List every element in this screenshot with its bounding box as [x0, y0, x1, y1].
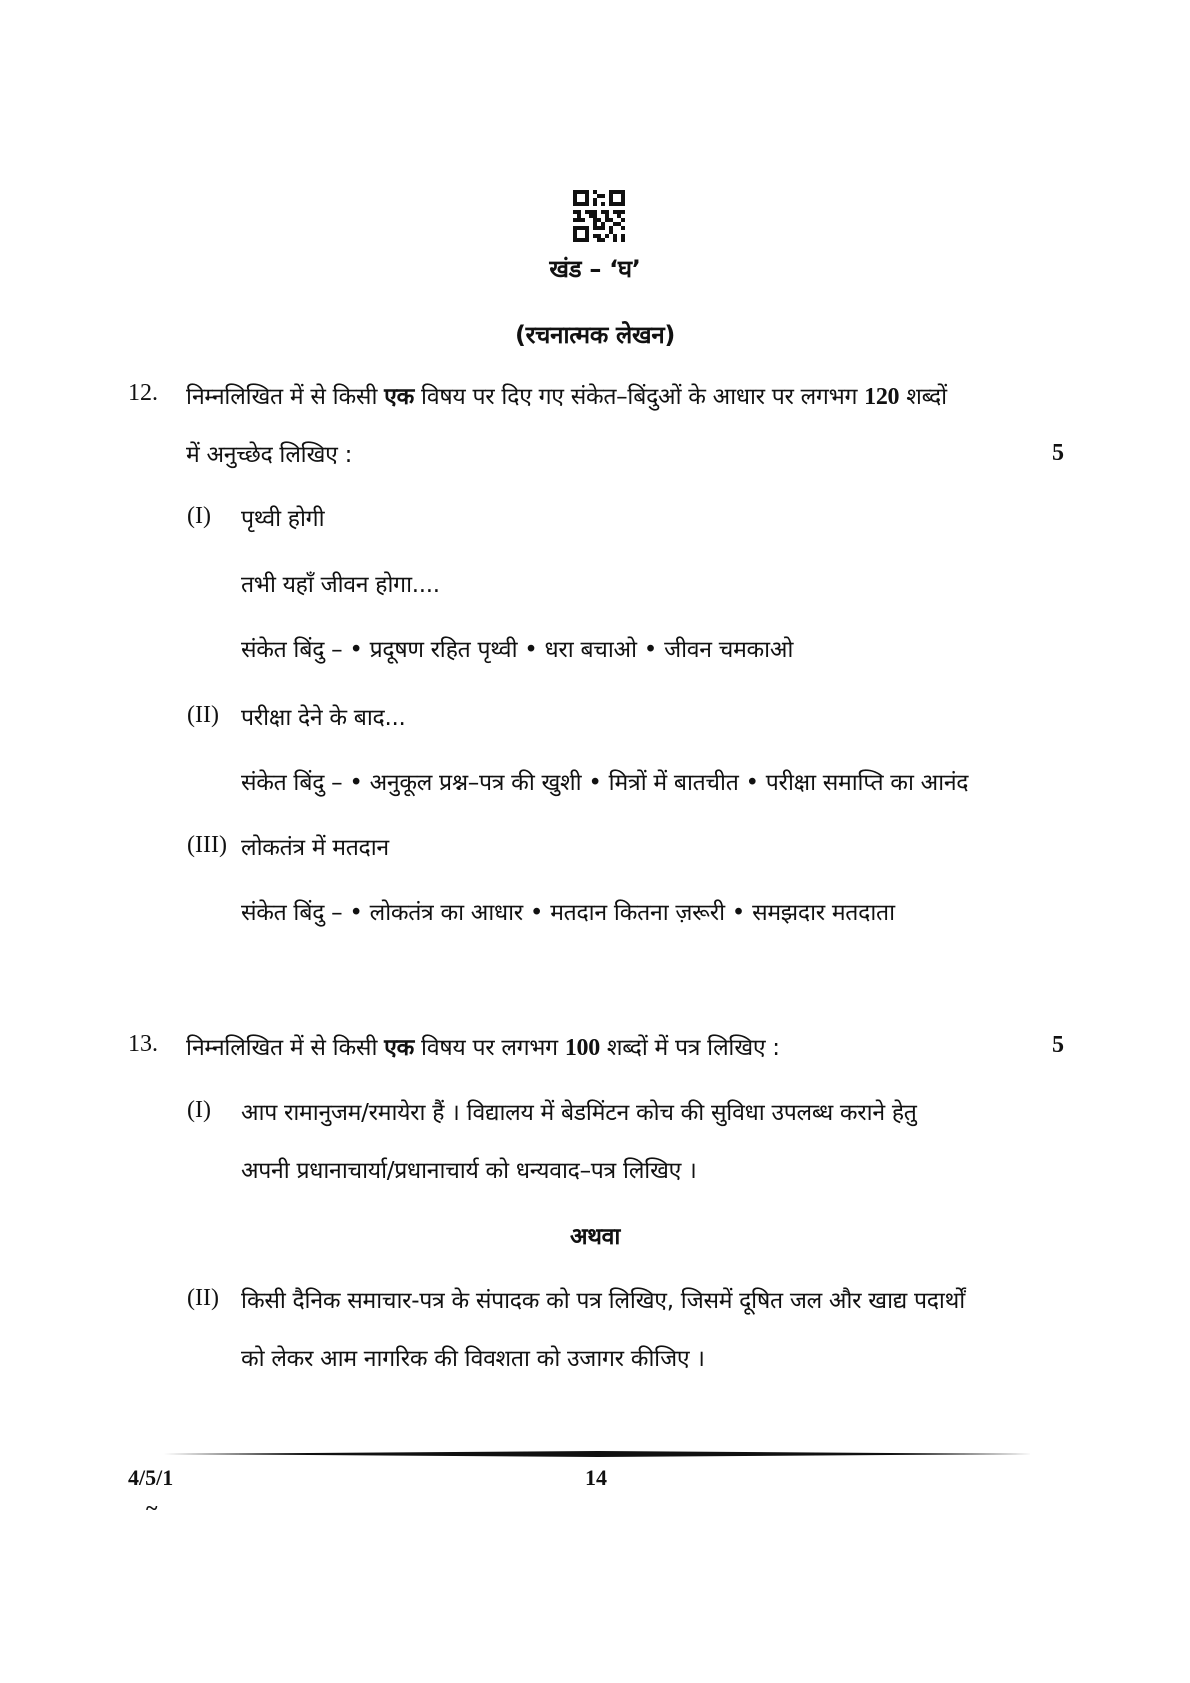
question-number-12: 12. — [128, 380, 158, 406]
option-title: परीक्षा देने के बाद... — [241, 705, 406, 731]
q12-text-part: शब्दों — [899, 384, 947, 410]
q12-text-part: निम्नलिखित में से किसी — [186, 384, 385, 410]
q13-text-part: निम्नलिखित में से किसी — [186, 1035, 385, 1061]
option-line1: किसी दैनिक समाचार-पत्र के संपादक को पत्र लिखिए, जिसमें दूषित जल और खाद्य पदार्थों — [241, 1288, 965, 1314]
option-label: (I) — [187, 1097, 211, 1123]
q13-text-part: विषय पर लगभग — [413, 1035, 565, 1061]
page-number: 14 — [585, 1465, 607, 1490]
option-subtitle: तभी यहाँ जीवन होगा.... — [241, 572, 440, 598]
option-label: (III) — [187, 832, 227, 858]
qr-code-icon — [573, 190, 625, 242]
option-hints: संकेत बिंदु – • प्रदूषण रहित पृथ्वी • धरा बचाओ • जीवन चमकाओ — [241, 637, 794, 663]
q12-word-count: 120 — [864, 384, 900, 410]
paper-code: 4/5/1 — [128, 1465, 174, 1490]
question-12-text-line2: में अनुच्छेद लिखिए : — [186, 442, 353, 468]
option-hints: संकेत बिंदु – • अनुकूल प्रश्न–पत्र की खुशी • मित्रों में बातचीत • परीक्षा समाप्ति का आनंद — [241, 770, 969, 796]
option-title: लोकतंत्र में मतदान — [241, 835, 389, 861]
option-label: (II) — [187, 702, 219, 728]
question-12-marks: 5 — [1052, 440, 1064, 466]
or-label: अथवा — [569, 1224, 621, 1250]
option-hints: संकेत बिंदु – • लोकतंत्र का आधार • मतदान कितना ज़रूरी • समझदार मतदाता — [241, 900, 895, 926]
footer-divider — [164, 1451, 1032, 1457]
q12-text-part: विषय पर दिए गए संकेत–बिंदुओं के आधार पर लगभग — [413, 384, 865, 410]
option-title: पृथ्वी होगी — [241, 506, 325, 532]
section-title: खंड – ‘घ’ — [549, 255, 641, 283]
q13-text-part: शब्दों में पत्र लिखिए : — [599, 1035, 780, 1061]
question-12-text-line1 — [186, 379, 947, 411]
section-subtitle: (रचनात्मक लेखन) — [514, 321, 676, 349]
q13-word-count: 100 — [564, 1035, 600, 1061]
q13-emphasis: एक — [384, 1035, 414, 1061]
question-13-marks: 5 — [1052, 1032, 1064, 1058]
option-line1: आप रामानुजम/रमायेरा हैं । विद्यालय में बेडमिंटन कोच की सुविधा उपलब्ध कराने हेतु — [241, 1100, 917, 1126]
option-line2: अपनी प्रधानाचार्या/प्रधानाचार्य को धन्यवाद–पत्र लिखिए । — [241, 1158, 697, 1184]
footer-mark: ~ — [146, 1495, 158, 1520]
option-label: (II) — [187, 1285, 219, 1311]
question-13-text — [186, 1030, 780, 1062]
q12-emphasis: एक — [384, 384, 414, 410]
option-label: (I) — [187, 503, 211, 529]
option-line2: को लेकर आम नागरिक की विवशता को उजागर कीजिए । — [241, 1346, 705, 1372]
question-number-13: 13. — [128, 1031, 158, 1057]
